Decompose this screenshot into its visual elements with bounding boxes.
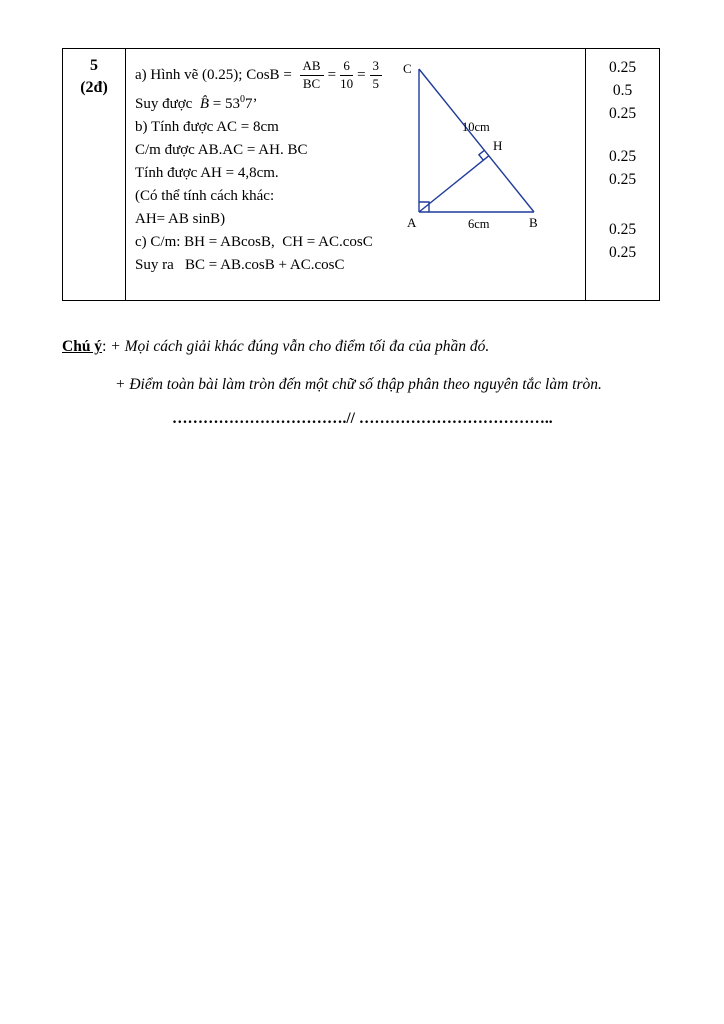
mark-value: 0.5: [612, 82, 633, 99]
marks-cell: [586, 49, 659, 300]
solution-line: Suy ra BC = AB.cosB + AC.cosC: [135, 257, 345, 273]
fraction-3-over-5: [370, 59, 383, 91]
mark-value: 0.25: [608, 105, 637, 122]
note-label: Chú ý: [62, 338, 103, 355]
question-total-points: (2đ): [80, 79, 108, 96]
fraction-numerator: 6: [340, 59, 353, 75]
solution-line-a-text: a) Hình vẽ (0.25); CosB =: [135, 66, 296, 83]
equals-sign: =: [357, 66, 366, 83]
grading-table: [62, 48, 660, 301]
mark-value: 0.25: [608, 244, 637, 261]
solution-cell: [126, 49, 586, 300]
angle-line-mid: = 53: [208, 96, 240, 112]
note-separator: :: [102, 338, 111, 355]
fraction-denominator: 10: [340, 75, 354, 91]
mark-value: 0.25: [608, 148, 637, 165]
hypotenuse-length-label: 10cm: [462, 120, 490, 134]
b-hat-symbol: B̂: [199, 96, 209, 112]
hypotenuse-cb: [419, 69, 534, 212]
mark-value: 0.25: [608, 171, 637, 188]
base-length-label: 6cm: [468, 217, 490, 231]
solution-line: C/m được AB.AC = AH. BC: [135, 142, 308, 158]
vertex-a-label: A: [407, 215, 417, 230]
point-h-label: H: [493, 138, 503, 153]
triangle-lines: [419, 69, 534, 212]
mark-value: 0.25: [608, 221, 637, 238]
angle-line-prefix: Suy được: [135, 96, 200, 112]
fraction-numerator: AB: [300, 59, 324, 75]
mark-value: 0.25: [608, 59, 637, 76]
solution-line: (Có thể tính cách khác:: [135, 188, 275, 204]
solution-line: Tính được AH = 4,8cm.: [135, 165, 279, 181]
right-angle-mark-h: [479, 150, 485, 160]
note-line-2: + Điểm toàn bài làm tròn đến một chữ số thập phân theo nguyên tắc làm tròn.: [115, 376, 602, 393]
fraction-6-over-10: [340, 59, 353, 91]
question-number: 5: [90, 57, 98, 74]
right-triangle-diagram: [402, 57, 552, 237]
dots-separator: …………………………….// ………………………………..: [172, 410, 553, 427]
equals-sign: =: [327, 66, 337, 83]
note-text-1: + Mọi cách giải khác đúng vẫn cho điểm tối đa của phần đó.: [110, 338, 490, 355]
solution-line: AH= AB sinB): [135, 211, 226, 227]
fraction-numerator: 3: [370, 59, 383, 75]
degree-superscript: 0: [239, 94, 245, 105]
fraction-denominator: BC: [302, 75, 321, 91]
note-line-1: [62, 338, 682, 356]
fraction-ab-over-bc: [300, 59, 324, 91]
vertex-c-label: C: [403, 61, 412, 76]
vertex-b-label: B: [529, 215, 538, 230]
solution-line: b) Tính được AC = 8cm: [135, 119, 279, 135]
solution-line: c) C/m: BH = ABcosB, CH = AC.cosC: [135, 234, 373, 250]
fraction-denominator: 5: [372, 75, 380, 91]
question-cell: [63, 49, 126, 300]
angle-line-end: 7’: [244, 96, 258, 112]
